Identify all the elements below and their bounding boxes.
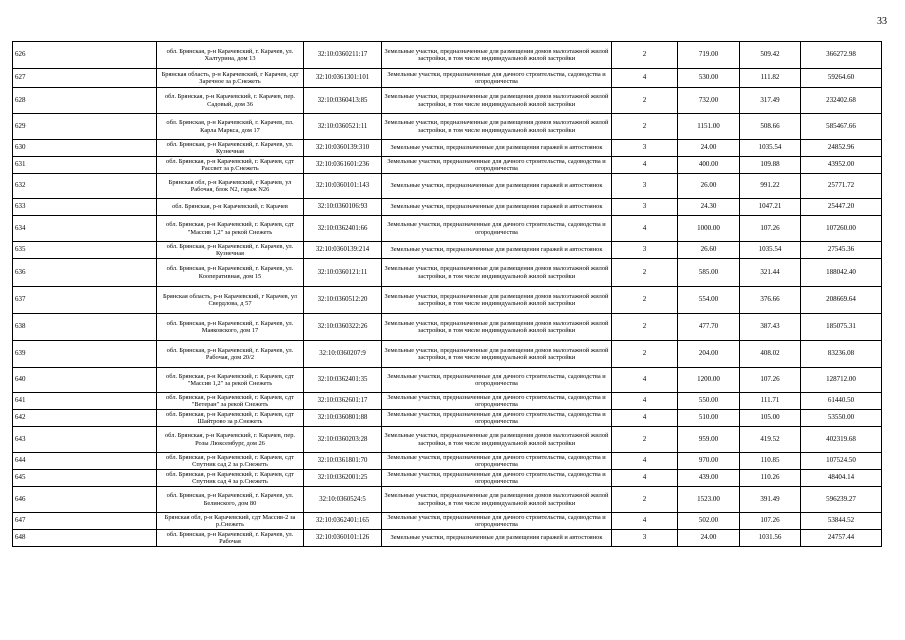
category-cell: 4 [612, 216, 678, 242]
category-cell: 2 [612, 341, 678, 368]
row-number: 641 [13, 393, 157, 410]
rate-cell: 509.42 [740, 42, 801, 69]
area-cell: 1200.00 [678, 368, 740, 393]
address-cell: Брянская область, р-н Карачевский, г Карачев, сдт Заречное за р.Снежеть [157, 69, 304, 88]
rate-cell: 991.22 [740, 174, 801, 199]
land-use-cell: Земельные участки, предназначенные для размещения гаражей и автостоянок [382, 242, 612, 259]
land-use-cell: Земельные участки, предназначенные для размещения домов малоэтажной жилой застройки, в том числе индивидуальной жилой застройки [382, 259, 612, 287]
cadastral-number-cell: 32:10:0361301:101 [304, 69, 382, 88]
land-use-cell: Земельные участки, предназначенные для размещения домов малоэтажной жилой застройки, в том числе индивидуальной жилой застройки [382, 487, 612, 513]
table-row [13, 287, 882, 314]
land-use-cell: Земельные участки, предназначенные для размещения гаражей и автостоянок [382, 174, 612, 199]
row-number: 636 [13, 259, 157, 287]
address-cell: обл. Брянская, р-н Карачевский, г. Карачев, ул. Рабочая [157, 530, 304, 547]
rate-cell: 111.71 [740, 393, 801, 410]
category-cell: 4 [612, 368, 678, 393]
land-use-cell: Земельные участки, предназначенные для дачного строительства, садоводства и огородничества [382, 368, 612, 393]
table-row [13, 487, 882, 513]
cadastral-value-cell: 53550.00 [801, 410, 882, 427]
row-number: 628 [13, 88, 157, 114]
rate-cell: 317.49 [740, 88, 801, 114]
area-cell: 719.00 [678, 42, 740, 69]
rate-cell: 508.66 [740, 114, 801, 140]
area-cell: 585.00 [678, 259, 740, 287]
cadastral-value-cell: 232402.68 [801, 88, 882, 114]
row-number: 626 [13, 42, 157, 69]
table-row [13, 174, 882, 199]
row-number: 638 [13, 314, 157, 341]
row-number: 644 [13, 453, 157, 470]
rate-cell: 107.26 [740, 513, 801, 530]
category-cell: 3 [612, 530, 678, 547]
land-use-cell: Земельные участки, предназначенные для дачного строительства, садоводства и огородничества [382, 513, 612, 530]
area-cell: 502.00 [678, 513, 740, 530]
area-cell: 204.00 [678, 341, 740, 368]
rate-cell: 109.88 [740, 157, 801, 174]
rate-cell: 105.00 [740, 410, 801, 427]
cadastral-value-cell: 24757.44 [801, 530, 882, 547]
area-cell: 970.00 [678, 453, 740, 470]
row-number: 646 [13, 487, 157, 513]
rate-cell: 408.02 [740, 341, 801, 368]
category-cell: 2 [612, 88, 678, 114]
table-row [13, 88, 882, 114]
rate-cell: 387.43 [740, 314, 801, 341]
table-row [13, 530, 882, 547]
category-cell: 2 [612, 42, 678, 69]
address-cell: обл. Брянская, р-н Карачевский, г. Карачев, ул. Халтурина, дом 13 [157, 42, 304, 69]
rate-cell: 1035.54 [740, 140, 801, 157]
row-number: 631 [13, 157, 157, 174]
cadastral-number-cell: 32:10:0362401:66 [304, 216, 382, 242]
cadastral-value-cell: 366272.98 [801, 42, 882, 69]
table-row [13, 216, 882, 242]
cadastral-number-cell: 32:10:0362401:165 [304, 513, 382, 530]
table-row [13, 513, 882, 530]
cadastral-number-cell: 32:10:0360211:17 [304, 42, 382, 69]
cadastral-value-cell: 208669.64 [801, 287, 882, 314]
cadastral-number-cell: 32:10:0360139:310 [304, 140, 382, 157]
area-cell: 477.70 [678, 314, 740, 341]
row-number: 640 [13, 368, 157, 393]
cadastral-value-cell: 53844.52 [801, 513, 882, 530]
category-cell: 2 [612, 114, 678, 140]
category-cell: 2 [612, 314, 678, 341]
cadastral-value-cell: 402319.68 [801, 427, 882, 453]
address-cell: обл. Брянская, р-н Карачевский, г. Карачев, сдт "Массив 1,2" за рекой Снежеть [157, 216, 304, 242]
area-cell: 959.00 [678, 427, 740, 453]
land-use-cell: Земельные участки, предназначенные для размещения домов малоэтажной жилой застройки, в том числе индивидуальной жилой застройки [382, 427, 612, 453]
land-use-cell: Земельные участки, предназначенные для дачного строительства, садоводства и огородничества [382, 410, 612, 427]
cadastral-value-cell: 188042.40 [801, 259, 882, 287]
area-cell: 24.30 [678, 199, 740, 216]
cadastral-value-cell: 596239.27 [801, 487, 882, 513]
cadastral-value-cell: 107260.00 [801, 216, 882, 242]
rate-cell: 107.26 [740, 368, 801, 393]
land-registry-table [12, 41, 882, 547]
category-cell: 4 [612, 69, 678, 88]
rate-cell: 1031.56 [740, 530, 801, 547]
rate-cell: 110.26 [740, 470, 801, 487]
category-cell: 2 [612, 287, 678, 314]
category-cell: 2 [612, 427, 678, 453]
cadastral-value-cell: 83236.08 [801, 341, 882, 368]
land-use-cell: Земельные участки, предназначенные для размещения гаражей и автостоянок [382, 530, 612, 547]
area-cell: 439.00 [678, 470, 740, 487]
category-cell: 3 [612, 140, 678, 157]
cadastral-number-cell: 32:10:0360207:9 [304, 341, 382, 368]
row-number: 630 [13, 140, 157, 157]
row-number: 648 [13, 530, 157, 547]
land-use-cell: Земельные участки, предназначенные для размещения домов малоэтажной жилой застройки, в том числе индивидуальной жилой застройки [382, 42, 612, 69]
land-use-cell: Земельные участки, предназначенные для дачного строительства, садоводства и огородничества [382, 393, 612, 410]
cadastral-number-cell: 32:10:0360524:5 [304, 487, 382, 513]
cadastral-number-cell: 32:10:0362601:17 [304, 393, 382, 410]
cadastral-number-cell: 32:10:0360512:20 [304, 287, 382, 314]
address-cell: обл. Брянская, р-н Карачевский, г. Карачев, ул. Рабочая, дом 20/2 [157, 341, 304, 368]
address-cell: обл. Брянская, р-н Карачевский, г. Карачев, сдт Шайтрово за р.Снежеть [157, 410, 304, 427]
land-use-cell: Земельные участки, предназначенные для размещения домов малоэтажной жилой застройки, в том числе индивидуальной жилой застройки [382, 88, 612, 114]
table-row [13, 470, 882, 487]
table-row [13, 69, 882, 88]
table-row [13, 341, 882, 368]
table-row [13, 242, 882, 259]
row-number: 629 [13, 114, 157, 140]
cadastral-number-cell: 32:10:0360322:26 [304, 314, 382, 341]
address-cell: обл. Брянская, р-н Карачевский, г. Карачев, ул. Кооперативная, дом 15 [157, 259, 304, 287]
cadastral-value-cell: 107524.50 [801, 453, 882, 470]
area-cell: 1523.00 [678, 487, 740, 513]
table-row [13, 199, 882, 216]
row-number: 647 [13, 513, 157, 530]
table-row [13, 427, 882, 453]
category-cell: 4 [612, 393, 678, 410]
address-cell: Брянская обл, р-н Карачевский, г Карачев, ул Рабочая, блок N2, гараж N26 [157, 174, 304, 199]
area-cell: 1000.00 [678, 216, 740, 242]
cadastral-value-cell: 59264.60 [801, 69, 882, 88]
cadastral-value-cell: 61440.50 [801, 393, 882, 410]
cadastral-value-cell: 25447.20 [801, 199, 882, 216]
cadastral-value-cell: 27545.36 [801, 242, 882, 259]
address-cell: Брянская обл, р-н Карачевский, сдт Массив-2 за р.Снежеть [157, 513, 304, 530]
address-cell: обл. Брянская, р-н Карачевский, г. Карачев, сдт Спутник сад 2 за р.Снежеть [157, 453, 304, 470]
table-row [13, 393, 882, 410]
row-number: 634 [13, 216, 157, 242]
cadastral-number-cell: 32:10:0360121:11 [304, 259, 382, 287]
table-row [13, 410, 882, 427]
category-cell: 3 [612, 242, 678, 259]
address-cell: обл. Брянская, р-н Карачевский, г. Карачев [157, 199, 304, 216]
land-use-cell: Земельные участки, предназначенные для дачного строительства, садоводства и огородничества [382, 157, 612, 174]
cadastral-value-cell: 48404.14 [801, 470, 882, 487]
table-row [13, 42, 882, 69]
row-number: 639 [13, 341, 157, 368]
cadastral-number-cell: 32:10:0360413:85 [304, 88, 382, 114]
land-use-cell: Земельные участки, предназначенные для размещения домов малоэтажной жилой застройки, в том числе индивидуальной жилой застройки [382, 341, 612, 368]
area-cell: 26.60 [678, 242, 740, 259]
address-cell: обл. Брянская, р-н Карачевский, г. Карачев, сдт "Массив 1,2" за рекой Снежеть [157, 368, 304, 393]
address-cell: обл. Брянская, р-н Карачевский, г. Карачев, пл. Карла Маркса, дом 17 [157, 114, 304, 140]
area-cell: 24.00 [678, 140, 740, 157]
row-number: 637 [13, 287, 157, 314]
area-cell: 24.00 [678, 530, 740, 547]
address-cell: обл. Брянская, р-н Карачевский, г. Карачев, ул. Кузнечная [157, 140, 304, 157]
area-cell: 530.00 [678, 69, 740, 88]
rate-cell: 107.26 [740, 216, 801, 242]
cadastral-value-cell: 185075.31 [801, 314, 882, 341]
cadastral-number-cell: 32:10:0360203:28 [304, 427, 382, 453]
row-number: 632 [13, 174, 157, 199]
table-row [13, 314, 882, 341]
cadastral-number-cell: 32:10:0360801:88 [304, 410, 382, 427]
row-number: 643 [13, 427, 157, 453]
area-cell: 1151.00 [678, 114, 740, 140]
cadastral-number-cell: 32:10:0360101:143 [304, 174, 382, 199]
cadastral-value-cell: 128712.00 [801, 368, 882, 393]
row-number: 645 [13, 470, 157, 487]
address-cell: обл. Брянская, р-н Карачевский, г. Карачев, пер. Розы Люксембург, дом 26 [157, 427, 304, 453]
address-cell: обл. Брянская, р-н Карачевский, г. Карачев, пер. Садовый, дом 36 [157, 88, 304, 114]
page-number: 33 [877, 16, 887, 27]
land-use-cell: Земельные участки, предназначенные для размещения гаражей и автостоянок [382, 140, 612, 157]
area-cell: 554.00 [678, 287, 740, 314]
cadastral-value-cell: 24852.96 [801, 140, 882, 157]
cadastral-number-cell: 32:10:0361601:236 [304, 157, 382, 174]
table-row [13, 259, 882, 287]
address-cell: обл. Брянская, р-н Карачевский, г. Карачев, сдт Рассвет за р.Снежеть [157, 157, 304, 174]
row-number: 635 [13, 242, 157, 259]
address-cell: обл. Брянская, р-н Карачевский, г. Карачев, ул. Маяковского, дом 17 [157, 314, 304, 341]
cadastral-number-cell: 32:10:0361801:70 [304, 453, 382, 470]
category-cell: 4 [612, 513, 678, 530]
land-use-cell: Земельные участки, предназначенные для размещения домов малоэтажной жилой застройки, в том числе индивидуальной жилой застройки [382, 114, 612, 140]
category-cell: 4 [612, 410, 678, 427]
cadastral-value-cell: 25771.72 [801, 174, 882, 199]
rate-cell: 376.66 [740, 287, 801, 314]
table-row [13, 140, 882, 157]
row-number: 627 [13, 69, 157, 88]
land-use-cell: Земельные участки, предназначенные для размещения домов малоэтажной жилой застройки, в том числе индивидуальной жилой застройки [382, 314, 612, 341]
rate-cell: 1035.54 [740, 242, 801, 259]
category-cell: 3 [612, 174, 678, 199]
cadastral-value-cell: 43952.00 [801, 157, 882, 174]
address-cell: обл. Брянская, р-н Карачевский, г. Карачев, сдт Спутник сад 4 за р.Снежеть [157, 470, 304, 487]
cadastral-number-cell: 32:10:0360139:214 [304, 242, 382, 259]
rate-cell: 1047.21 [740, 199, 801, 216]
area-cell: 732.00 [678, 88, 740, 114]
rate-cell: 111.82 [740, 69, 801, 88]
table-row [13, 453, 882, 470]
category-cell: 4 [612, 157, 678, 174]
land-use-cell: Земельные участки, предназначенные для дачного строительства, садоводства и огородничества [382, 69, 612, 88]
cadastral-number-cell: 32:10:0360106:93 [304, 199, 382, 216]
address-cell: обл. Брянская, р-н Карачевский, г. Карачев, ул. Белинского, дом 80 [157, 487, 304, 513]
land-use-cell: Земельные участки, предназначенные для дачного строительства, садоводства и огородничества [382, 453, 612, 470]
cadastral-number-cell: 32:10:0362001:25 [304, 470, 382, 487]
area-cell: 510.00 [678, 410, 740, 427]
rate-cell: 321.44 [740, 259, 801, 287]
rate-cell: 419.52 [740, 427, 801, 453]
cadastral-value-cell: 585467.66 [801, 114, 882, 140]
land-use-cell: Земельные участки, предназначенные для размещения домов малоэтажной жилой застройки, в том числе индивидуальной жилой застройки [382, 287, 612, 314]
land-use-cell: Земельные участки, предназначенные для дачного строительства, садоводства и огородничества [382, 470, 612, 487]
row-number: 642 [13, 410, 157, 427]
table-row [13, 368, 882, 393]
row-number: 633 [13, 199, 157, 216]
cadastral-number-cell: 32:10:0360521:11 [304, 114, 382, 140]
rate-cell: 391.49 [740, 487, 801, 513]
address-cell: обл. Брянская, р-н Карачевский, г. Карачев, сдт "Ветеран" за рекой Снежеть [157, 393, 304, 410]
land-use-cell: Земельные участки, предназначенные для размещения гаражей и автостоянок [382, 199, 612, 216]
category-cell: 2 [612, 259, 678, 287]
category-cell: 4 [612, 470, 678, 487]
table-row [13, 157, 882, 174]
category-cell: 2 [612, 487, 678, 513]
cadastral-number-cell: 32:10:0360101:126 [304, 530, 382, 547]
area-cell: 400.00 [678, 157, 740, 174]
rate-cell: 110.85 [740, 453, 801, 470]
land-use-cell: Земельные участки, предназначенные для дачного строительства, садоводства и огородничества [382, 216, 612, 242]
area-cell: 550.00 [678, 393, 740, 410]
category-cell: 3 [612, 199, 678, 216]
area-cell: 26.00 [678, 174, 740, 199]
cadastral-number-cell: 32:10:0362401:35 [304, 368, 382, 393]
table-body [13, 42, 882, 547]
address-cell: обл. Брянская, р-н Карачевский, г. Карачев, ул. Кузнечная [157, 242, 304, 259]
address-cell: Брянская область, р-н Карачевский, г Карачев, ул Свердлова, д 57 [157, 287, 304, 314]
table-row [13, 114, 882, 140]
category-cell: 4 [612, 453, 678, 470]
